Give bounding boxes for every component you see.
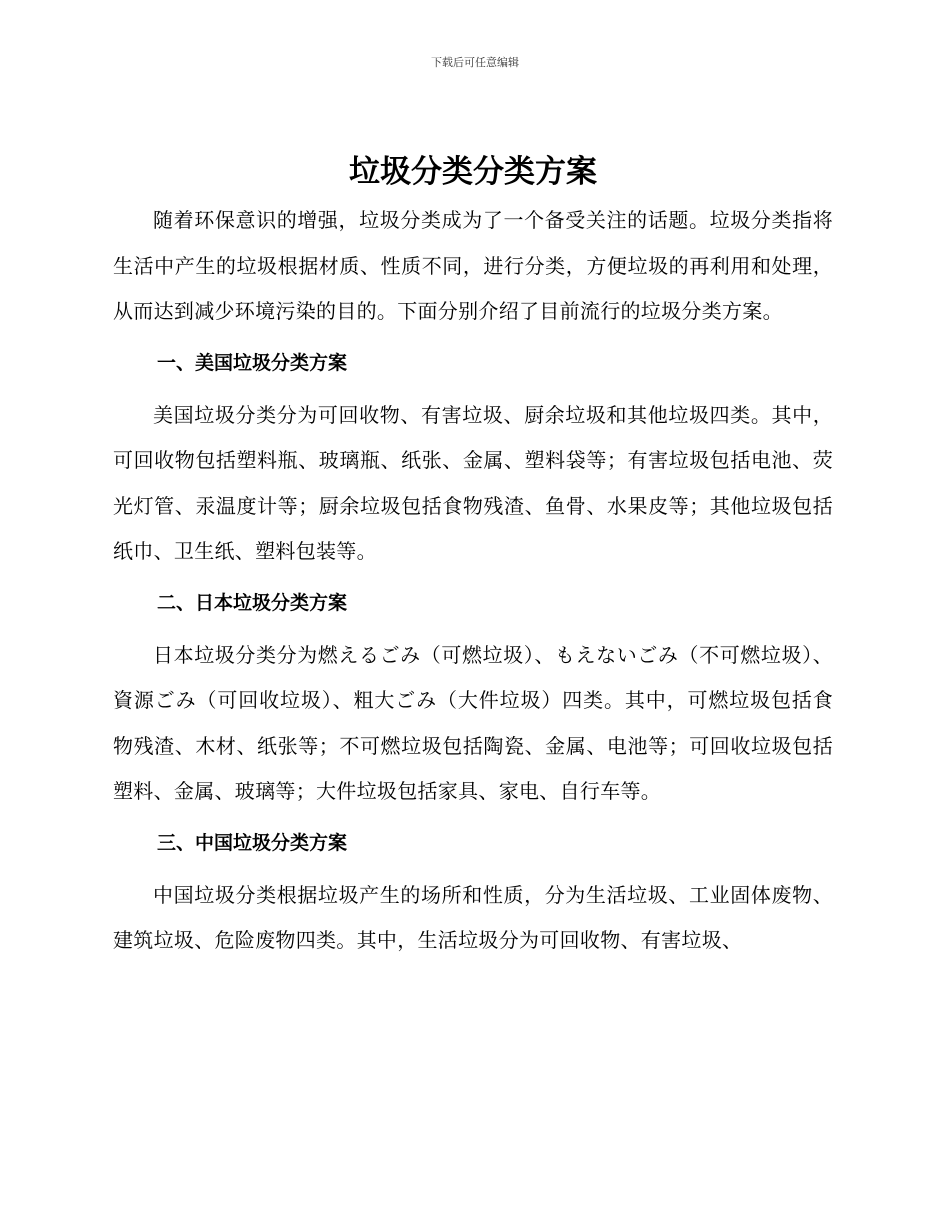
section-heading-usa: 一、美国垃圾分类方案 — [157, 351, 348, 374]
section-heading-japan: 二、日本垃圾分类方案 — [157, 591, 348, 614]
header-note: 下载后可任意编辑 — [431, 56, 519, 69]
section-heading-china: 三、中国垃圾分类方案 — [157, 831, 348, 854]
document-title: 垃圾分类分类方案 — [349, 154, 597, 190]
section-body-usa: 美国垃圾分类分为可回收物、有害垃圾、厨余垃圾和其他垃圾四类。其中，可回收物包括塑料瓶、玻璃瓶、纸张、金属、塑料袋等；有害垃圾包括电池、荧光灯管、汞温度计等；厨余垃圾包括食物残渣、鱼骨、水果皮等；其他垃圾包括纸巾、卫生纸、塑料包装等。 — [113, 402, 833, 563]
section-body-china: 中国垃圾分类根据垃圾产生的场所和性质，分为生活垃圾、工业固体废物、建筑垃圾、危险废物四类。其中，生活垃圾分为可回收物、有害垃圾、 — [113, 882, 833, 952]
section-body-japan: 日本垃圾分类分为燃えるごみ（可燃垃圾）、もえないごみ（不可燃垃圾）、資源ごみ（可回收垃圾）、粗大ごみ（大件垃圾）四类。其中，可燃垃圾包括食物残渣、木材、纸张等；不可燃垃圾包括陶瓷、金属、电池等；可回收垃圾包括塑料、金属、玻璃等；大件垃圾包括家具、家电、自行车等。 — [113, 642, 833, 803]
intro-paragraph: 随着环保意识的增强，垃圾分类成为了一个备受关注的话题。垃圾分类指将生活中产生的垃圾根据材质、性质不同，进行分类，方便垃圾的再利用和处理，从而达到减少环境污染的目的。下面分别介绍了目前流行的垃圾分类方案。 — [113, 208, 833, 323]
document-content — [113, 150, 833, 964]
